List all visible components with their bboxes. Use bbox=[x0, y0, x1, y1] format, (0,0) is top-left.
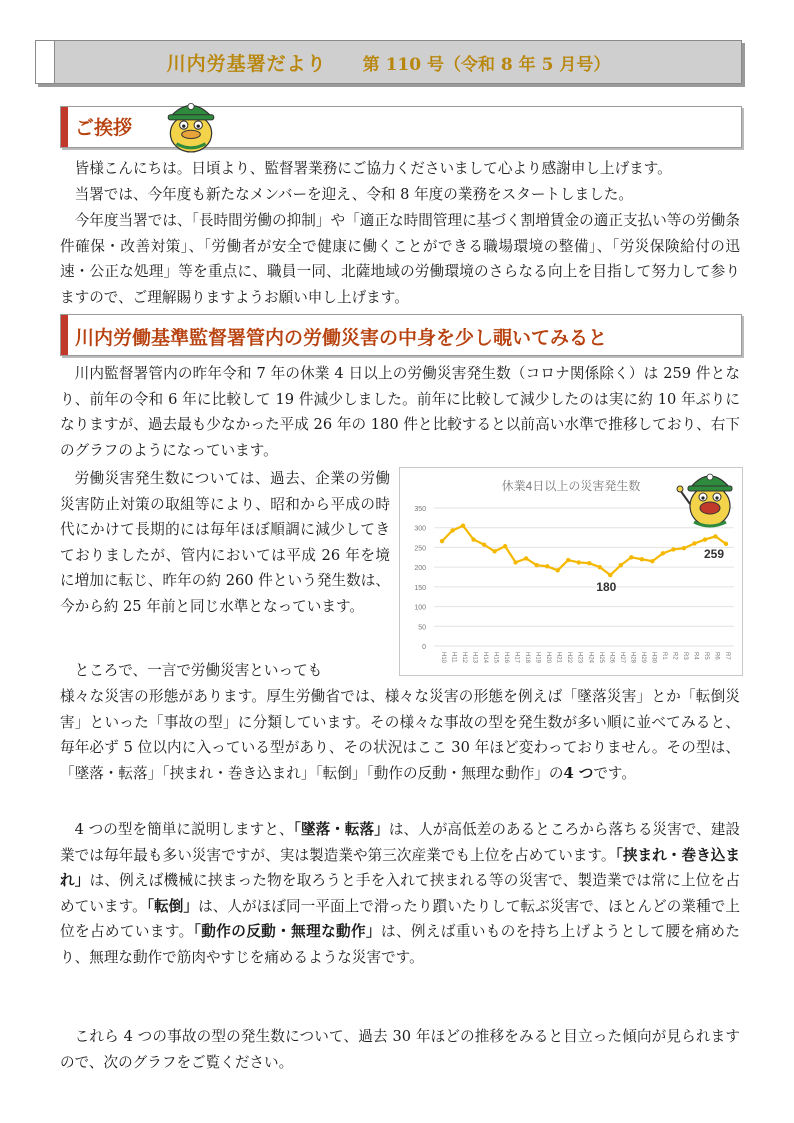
data-point bbox=[587, 561, 591, 565]
x-tick-label: H25 bbox=[597, 652, 604, 664]
data-point bbox=[503, 544, 507, 548]
x-tick-label: H23 bbox=[576, 652, 583, 664]
p4-text-4: は、人がほぼ同一平面上で滑ったり躓いたりして転ぶ災害で、ほとんどの業種で上位を占めています。 bbox=[60, 897, 740, 941]
four-types-emphasis: 4 つ bbox=[563, 764, 594, 782]
x-tick-label: R5 bbox=[702, 652, 709, 660]
greeting-paragraph-1: 皆様こんにちは。日頃より、監督署業務にご協力くださいまして心より感謝申し上げます。 bbox=[74, 160, 672, 177]
x-tick-label: H12 bbox=[461, 652, 468, 664]
x-tick-label: H19 bbox=[534, 652, 541, 664]
p4-text-1: 4 つの型を簡単に説明しますと、 bbox=[74, 821, 294, 838]
p4-text-3: は、例えば機械に挟まった物を取ろうと手を入れて挟まれる等の災害で、製造業では常に上位を占めています。 bbox=[60, 872, 740, 915]
data-point bbox=[682, 546, 686, 550]
data-point bbox=[692, 541, 696, 545]
keyword-trip: 「転倒」 bbox=[146, 897, 199, 915]
x-tick-label: H15 bbox=[492, 652, 499, 664]
x-tick-label: R6 bbox=[713, 652, 720, 660]
heading-accent-bar bbox=[61, 315, 68, 355]
data-point bbox=[661, 551, 665, 555]
data-label: 259 bbox=[703, 546, 724, 561]
keyword-caught: 「挟まれ・巻き込まれ」 bbox=[60, 846, 741, 890]
data-point bbox=[492, 549, 496, 553]
data-point bbox=[577, 560, 581, 564]
data-point bbox=[724, 542, 728, 546]
y-tick-label: 350 bbox=[414, 506, 426, 513]
data-point bbox=[619, 563, 623, 567]
greeting-paragraph-2: 当署では、今年度も新たなメンバーを迎え、令和 8 年度の業務をスタートしました。 bbox=[74, 186, 633, 203]
accident-heading-box bbox=[60, 314, 742, 356]
x-tick-label: H13 bbox=[471, 652, 478, 664]
data-point bbox=[713, 534, 717, 538]
data-point bbox=[450, 528, 454, 532]
x-tick-label: R1 bbox=[660, 652, 667, 660]
x-tick-label: H11 bbox=[450, 652, 457, 663]
mascot-icon bbox=[160, 92, 222, 154]
data-point bbox=[608, 573, 612, 577]
accident-paragraph-2: 労働災害発生数については、過去、企業の労働災害防止対策の取組等により、昭和から平成の時代にかけて長期的には毎年ほぼ順調に減少してきておりましたが、管内においては平成 26 年を境に増加に転じ、昨年の約 260 件という発生数は、今から約 25 年前と同じ水準となっています。 bbox=[60, 470, 390, 615]
x-tick-label: H20 bbox=[545, 652, 552, 664]
accident-heading: 川内労働基準監督署管内の労働災害の中身を少し覗いてみると bbox=[75, 327, 608, 349]
data-point bbox=[513, 560, 517, 564]
x-tick-label: R7 bbox=[724, 652, 730, 660]
x-tick-label: H18 bbox=[524, 652, 531, 664]
data-point bbox=[640, 557, 644, 561]
data-point bbox=[703, 537, 707, 541]
x-tick-label: H26 bbox=[608, 652, 615, 664]
data-point bbox=[482, 542, 486, 546]
x-tick-label: H28 bbox=[629, 652, 636, 664]
data-point bbox=[556, 568, 560, 572]
data-point bbox=[545, 564, 549, 568]
keyword-fall: 「墜落・転落」 bbox=[293, 821, 389, 838]
accident-paragraph-3-start: ところで、一言で労働災害といっても bbox=[74, 662, 323, 679]
accident-paragraph-4 bbox=[60, 817, 740, 971]
issue-number: 第 110 号（令和 8 年 5 月号） bbox=[362, 54, 611, 75]
paragraph-3-end: です。 bbox=[593, 764, 636, 782]
greeting-paragraph-3: 今年度当署では、「長時間労働の抑制」や「適正な時間管理に基づく割増賃金の適正支払い等の労働条件確保・改善対策」、「労働者が安全で健康に働くことができる職場環境の整備」、「労災保険給付の迅速・公正な処理」等を重点に、職員一同、北薩地域の労働環境のさらなる向上を目指して努力して参りますので、ご理解賜りますようお願い申し上げます。 bbox=[60, 212, 740, 306]
mascot-pointing-icon bbox=[676, 460, 744, 532]
x-tick-label: H17 bbox=[513, 652, 520, 664]
x-tick-label: H29 bbox=[639, 652, 646, 664]
x-tick-label: H21 bbox=[555, 652, 562, 664]
y-tick-label: 300 bbox=[414, 525, 426, 533]
data-point bbox=[524, 556, 528, 560]
x-tick-label: H14 bbox=[482, 652, 489, 664]
accident-paragraph-1: 川内監督署管内の昨年令和 7 年の休業 4 日以上の労働災害発生数（コロナ関係除く）は 259 件となり、前年の令和 6 年に比較して 19 件減少しました。前年に比較して減少したのは実に約 10 年ぶりになりますが、過去最も少なかった平成 26 年の 180 件と比較すると以前高い水準で推移しており、右下のグラフのようになっています。 bbox=[60, 365, 740, 459]
p4-text-2: は、人が高低差のあるところから落ちる災害で、建設業では毎年最も多い災害ですが、実は製造業や第三次産業でも上位を占めています。 bbox=[60, 821, 740, 864]
x-tick-label: H22 bbox=[566, 652, 573, 664]
x-tick-label: R2 bbox=[671, 652, 678, 660]
x-tick-label: H24 bbox=[587, 652, 594, 664]
accident-paragraph-3 bbox=[60, 684, 740, 786]
data-point bbox=[440, 539, 444, 543]
greeting-heading: ご挨拶 bbox=[75, 117, 133, 139]
y-tick-label: 200 bbox=[414, 565, 426, 573]
x-tick-label: R3 bbox=[681, 652, 688, 660]
newsletter-header bbox=[35, 40, 742, 84]
heading-accent-bar bbox=[61, 107, 68, 147]
keyword-overexertion: 「動作の反動・無理な動作」 bbox=[193, 923, 381, 941]
data-point bbox=[461, 524, 465, 528]
data-point bbox=[650, 559, 654, 563]
x-tick-label: H10 bbox=[440, 652, 446, 664]
y-tick-label: 250 bbox=[414, 545, 426, 553]
x-tick-label: R4 bbox=[692, 652, 699, 660]
data-point bbox=[629, 555, 633, 559]
x-tick-label: H27 bbox=[618, 652, 625, 664]
paragraph-3-text: 様々な災害の形態があります。厚生労働省では、様々な災害の形態を例えば「墜落災害」とか「転倒災害」といった「事故の型」に分類しています。その様々な事故の型を発生数が多い順に並べてみると、毎年必ず 5 位以内に入っている型があり、その状況はここ 30 年ほど変わっておりません。その型は、「墜落・転落」「挟まれ・巻き込まれ」「転倒」「動作の反動・無理な動作」の bbox=[60, 688, 740, 782]
x-tick-label: H16 bbox=[503, 652, 510, 664]
newsletter-title: 川内労基署だより bbox=[166, 52, 327, 75]
header-stripe bbox=[36, 41, 55, 83]
p4-text-5: は、例えば重いものを持ち上げようとして腰を痛めたり、無理な動作で筋肉やすじを痛めるような災害です。 bbox=[60, 923, 740, 966]
data-point bbox=[471, 537, 475, 541]
data-point bbox=[598, 565, 602, 569]
data-point bbox=[671, 547, 675, 551]
y-tick-label: 150 bbox=[414, 584, 426, 592]
x-tick-label: H30 bbox=[650, 652, 657, 664]
y-tick-label: 50 bbox=[418, 624, 426, 632]
chart-title: 休業4日以上の災害発生数 bbox=[501, 479, 641, 493]
accident-paragraph-5: これら 4 つの事故の型の発生数について、過去 30 年ほどの推移をみると目立った傾向が見られますので、次のグラフをご覧ください。 bbox=[60, 1028, 740, 1071]
y-tick-label: 100 bbox=[414, 604, 426, 612]
data-label: 180 bbox=[596, 580, 617, 595]
data-point bbox=[566, 558, 570, 562]
data-point bbox=[534, 563, 538, 567]
y-tick-label: 0 bbox=[422, 644, 426, 651]
